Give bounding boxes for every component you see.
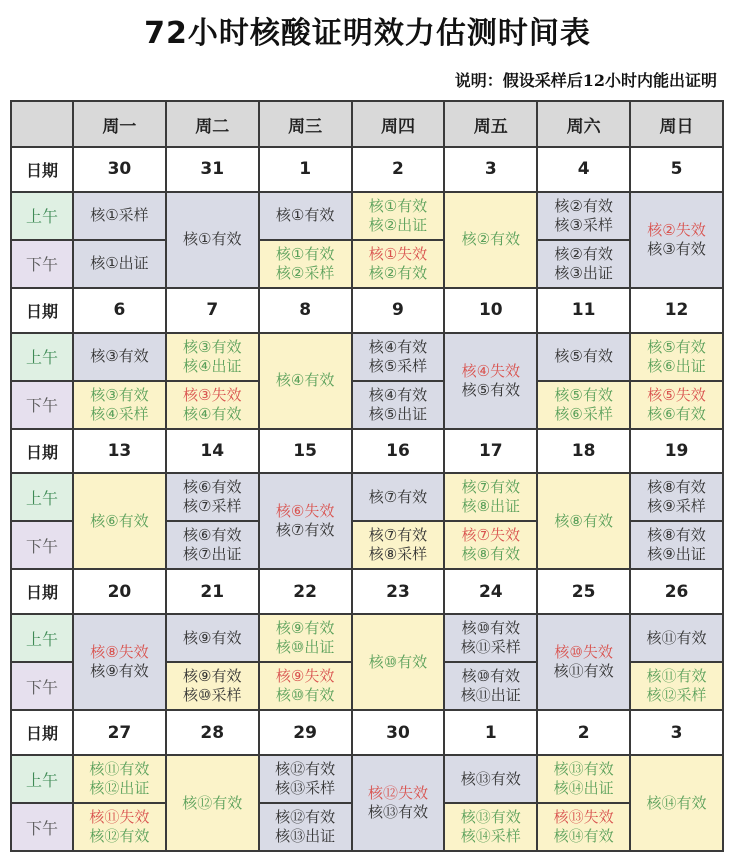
cell-line: 核⑭有效 — [646, 793, 707, 812]
header-row — [11, 101, 723, 147]
pm-cell — [73, 803, 166, 851]
date-label: 日期 — [11, 710, 73, 755]
cell-line: 核⑥有效 — [183, 478, 242, 497]
cell-line: 核②出证 — [368, 215, 428, 234]
cell-line: 核⑧采样 — [368, 545, 428, 564]
am-row — [11, 755, 723, 803]
cell-line: 核②失效 — [647, 220, 706, 239]
cell-line: 核⑩采样 — [183, 686, 242, 705]
date-cell: 21 — [166, 569, 259, 614]
cell-line: 核⑬采样 — [275, 779, 336, 798]
cell-line: 核⑦有效 — [275, 521, 335, 540]
date-label: 日期 — [11, 569, 73, 614]
cell-line: 核⑤有效 — [647, 337, 706, 356]
cell-line: 核⑥有效 — [647, 404, 706, 423]
pm-cell — [444, 521, 537, 569]
am-label: 上午 — [11, 614, 73, 662]
cell-line: 核⑬有效 — [367, 803, 428, 822]
cell-line: 核⑧有效 — [554, 511, 613, 530]
pm-cell — [537, 803, 630, 851]
pm-cell — [352, 240, 445, 288]
cell-line: 核⑫失效 — [367, 784, 428, 803]
date-cell: 2 — [537, 710, 630, 755]
date-cell: 29 — [259, 710, 352, 755]
cell-line: 核③出证 — [554, 263, 613, 282]
cell-line: 核②采样 — [275, 263, 335, 282]
pm-label: 下午 — [11, 803, 73, 851]
am-cell — [444, 473, 537, 521]
merged-cell — [352, 755, 445, 851]
cell-line: 核⑤采样 — [368, 356, 428, 375]
pm-cell — [444, 803, 537, 851]
cell-line: 核⑤有效 — [554, 347, 613, 366]
date-cell: 6 — [73, 288, 166, 333]
date-cell: 3 — [630, 710, 723, 755]
cell-line: 核⑩有效 — [461, 667, 521, 686]
pm-cell — [352, 381, 445, 429]
cell-line: 核⑦有效 — [461, 478, 521, 497]
merged-cell — [537, 473, 630, 569]
cell-line: 核⑩失效 — [554, 643, 613, 662]
cell-line: 核⑦有效 — [368, 487, 428, 506]
am-cell — [537, 192, 630, 240]
cell-line: 核①失效 — [368, 244, 428, 263]
cell-line: 核①采样 — [90, 206, 149, 225]
cell-line: 核⑫有效 — [275, 760, 336, 779]
cell-line: 核⑧出证 — [461, 497, 521, 516]
pm-cell — [630, 521, 723, 569]
am-cell — [444, 614, 537, 662]
merged-cell — [444, 192, 537, 288]
date-cell: 1 — [444, 710, 537, 755]
am-cell — [630, 614, 723, 662]
am-cell — [444, 755, 537, 803]
am-cell — [259, 755, 352, 803]
am-cell — [259, 614, 352, 662]
cell-line: 核⑨失效 — [275, 667, 335, 686]
pm-cell — [73, 381, 166, 429]
cell-line: 核⑥失效 — [275, 502, 335, 521]
pm-cell — [73, 240, 166, 288]
pm-cell — [537, 381, 630, 429]
cell-line: 核③采样 — [554, 215, 613, 234]
date-row — [11, 569, 723, 614]
date-cell: 17 — [444, 429, 537, 474]
cell-line: 核①有效 — [368, 196, 428, 215]
pm-label: 下午 — [11, 381, 73, 429]
merged-cell — [73, 614, 166, 710]
date-cell: 26 — [630, 569, 723, 614]
date-cell: 11 — [537, 288, 630, 333]
cell-line: 核⑪有效 — [646, 667, 707, 686]
cell-line: 核⑦出证 — [183, 545, 242, 564]
cell-line: 核⑥采样 — [554, 404, 613, 423]
pm-cell — [630, 381, 723, 429]
merged-cell — [444, 333, 537, 429]
cell-line: 核⑬出证 — [275, 827, 336, 846]
cell-line: 核⑪失效 — [89, 808, 150, 827]
header-day: 周日 — [630, 101, 723, 147]
date-cell: 13 — [73, 429, 166, 474]
cell-line: 核⑭出证 — [553, 779, 614, 798]
cell-line: 核⑩有效 — [461, 619, 521, 638]
date-cell: 4 — [537, 147, 630, 192]
am-cell — [352, 473, 445, 521]
cell-line: 核⑨有效 — [275, 619, 335, 638]
cell-line: 核①出证 — [90, 254, 149, 273]
date-cell: 22 — [259, 569, 352, 614]
header-day: 周一 — [73, 101, 166, 147]
cell-line: 核③有效 — [647, 239, 706, 258]
date-cell: 20 — [73, 569, 166, 614]
am-cell — [166, 473, 259, 521]
cell-line: 核⑪有效 — [553, 662, 614, 681]
cell-line: 核⑫有效 — [275, 808, 336, 827]
cell-line: 核①有效 — [275, 206, 335, 225]
date-cell: 12 — [630, 288, 723, 333]
cell-line: 核⑫采样 — [646, 686, 707, 705]
date-cell: 19 — [630, 429, 723, 474]
cell-line: 核①有效 — [275, 244, 335, 263]
cell-line: 核⑨有效 — [90, 662, 149, 681]
date-cell: 9 — [352, 288, 445, 333]
pm-label: 下午 — [11, 521, 73, 569]
pm-row — [11, 381, 723, 429]
header-day: 周二 — [166, 101, 259, 147]
pm-cell — [259, 803, 352, 851]
am-label: 上午 — [11, 473, 73, 521]
date-cell: 16 — [352, 429, 445, 474]
date-cell: 8 — [259, 288, 352, 333]
date-label: 日期 — [11, 288, 73, 333]
date-cell: 1 — [259, 147, 352, 192]
date-cell: 28 — [166, 710, 259, 755]
pm-cell — [166, 521, 259, 569]
header-day: 周四 — [352, 101, 445, 147]
pm-cell — [630, 662, 723, 710]
pm-cell — [166, 662, 259, 710]
date-cell: 27 — [73, 710, 166, 755]
cell-line: 核⑦有效 — [368, 526, 428, 545]
cell-line: 核④有效 — [368, 337, 428, 356]
cell-line: 核③失效 — [183, 385, 242, 404]
pm-cell — [259, 240, 352, 288]
am-row — [11, 614, 723, 662]
cell-line: 核⑤有效 — [554, 385, 613, 404]
am-label: 上午 — [11, 192, 73, 240]
date-cell: 2 — [352, 147, 445, 192]
date-cell: 15 — [259, 429, 352, 474]
date-cell: 24 — [444, 569, 537, 614]
cell-line: 核⑥有效 — [183, 526, 242, 545]
cell-line: 核⑦失效 — [461, 526, 521, 545]
date-label: 日期 — [11, 147, 73, 192]
cell-line: 核②有效 — [461, 230, 521, 249]
cell-line: 核⑪有效 — [89, 760, 150, 779]
cell-line: 核⑧有效 — [461, 545, 521, 564]
header-day: 周五 — [444, 101, 537, 147]
cell-line: 核④有效 — [368, 385, 428, 404]
header-day: 周六 — [537, 101, 630, 147]
pm-label: 下午 — [11, 240, 73, 288]
am-cell — [630, 333, 723, 381]
note-text: 说明：假设采样后12小时内能出证明 — [454, 71, 717, 90]
cell-line: 核⑬失效 — [553, 808, 614, 827]
cell-line: 核④有效 — [183, 404, 242, 423]
cell-line: 核③有效 — [90, 347, 149, 366]
cell-line: 核⑩有效 — [275, 686, 335, 705]
cell-line: 核⑧失效 — [90, 643, 149, 662]
am-cell — [73, 755, 166, 803]
cell-line: 核⑪有效 — [646, 628, 707, 647]
pm-cell — [166, 381, 259, 429]
date-cell: 10 — [444, 288, 537, 333]
cell-line: 核⑤失效 — [647, 385, 706, 404]
schedule-table — [10, 100, 724, 852]
cell-line: 核⑤有效 — [461, 380, 521, 399]
page-title: 72小时核酸证明效力估测时间表 — [144, 16, 591, 51]
cell-line: 核⑨采样 — [647, 497, 706, 516]
merged-cell — [166, 755, 259, 851]
merged-cell — [259, 473, 352, 569]
cell-line: 核③有效 — [90, 385, 149, 404]
cell-line: 核⑧有效 — [647, 526, 706, 545]
date-cell: 30 — [352, 710, 445, 755]
date-cell: 7 — [166, 288, 259, 333]
am-label: 上午 — [11, 333, 73, 381]
am-cell — [73, 333, 166, 381]
cell-line: 核①有效 — [183, 230, 242, 249]
am-label: 上午 — [11, 755, 73, 803]
merged-cell — [73, 473, 166, 569]
cell-line: 核⑨有效 — [183, 628, 242, 647]
cell-line: 核②有效 — [368, 263, 428, 282]
date-cell: 5 — [630, 147, 723, 192]
date-row — [11, 429, 723, 474]
am-cell — [630, 473, 723, 521]
am-cell — [259, 192, 352, 240]
cell-line: 核⑥出证 — [647, 356, 706, 375]
pm-cell — [537, 240, 630, 288]
cell-line: 核⑪出证 — [460, 686, 521, 705]
cell-line: 核⑬有效 — [553, 760, 614, 779]
merged-cell — [630, 755, 723, 851]
am-cell — [352, 192, 445, 240]
cell-line: 核③有效 — [183, 337, 242, 356]
cell-line: 核⑥有效 — [90, 511, 149, 530]
cell-line: 核④出证 — [183, 356, 242, 375]
am-cell — [352, 333, 445, 381]
cell-line: 核⑬有效 — [460, 769, 521, 788]
date-cell: 25 — [537, 569, 630, 614]
am-row — [11, 473, 723, 521]
am-cell — [537, 333, 630, 381]
merged-cell — [259, 333, 352, 429]
cell-line: 核⑭采样 — [460, 827, 521, 846]
pm-cell — [259, 662, 352, 710]
date-row — [11, 288, 723, 333]
cell-line: 核⑬有效 — [460, 808, 521, 827]
am-row — [11, 192, 723, 240]
merged-cell — [630, 192, 723, 288]
cell-line: 核⑤出证 — [368, 404, 428, 423]
header-day: 周三 — [259, 101, 352, 147]
date-cell: 14 — [166, 429, 259, 474]
date-row — [11, 710, 723, 755]
pm-cell — [444, 662, 537, 710]
cell-line: 核⑧有效 — [647, 478, 706, 497]
am-cell — [166, 333, 259, 381]
cell-line: 核④采样 — [90, 404, 149, 423]
am-cell — [537, 755, 630, 803]
pm-cell — [352, 521, 445, 569]
cell-line: 核⑫有效 — [89, 827, 150, 846]
cell-line: 核⑩出证 — [275, 638, 335, 657]
merged-cell — [537, 614, 630, 710]
cell-line: 核②有效 — [554, 244, 613, 263]
cell-line: 核⑨有效 — [183, 667, 242, 686]
pm-row — [11, 240, 723, 288]
header-corner — [11, 101, 73, 147]
am-cell — [73, 192, 166, 240]
cell-line: 核⑨出证 — [647, 545, 706, 564]
schedule-body — [11, 147, 723, 851]
date-cell: 3 — [444, 147, 537, 192]
merged-cell — [166, 192, 259, 288]
date-label: 日期 — [11, 429, 73, 474]
cell-line: 核⑭有效 — [553, 827, 614, 846]
cell-line: 核④有效 — [275, 371, 335, 390]
pm-label: 下午 — [11, 662, 73, 710]
cell-line: 核②有效 — [554, 196, 613, 215]
cell-line: 核⑪采样 — [460, 638, 521, 657]
am-row — [11, 333, 723, 381]
date-cell: 30 — [73, 147, 166, 192]
cell-line: 核④失效 — [461, 361, 521, 380]
merged-cell — [352, 614, 445, 710]
cell-line: 核⑫出证 — [89, 779, 150, 798]
date-cell: 31 — [166, 147, 259, 192]
cell-line: 核⑫有效 — [182, 793, 243, 812]
date-row — [11, 147, 723, 192]
date-cell: 18 — [537, 429, 630, 474]
date-cell: 23 — [352, 569, 445, 614]
cell-line: 核⑩有效 — [368, 652, 428, 671]
cell-line: 核⑦采样 — [183, 497, 242, 516]
am-cell — [166, 614, 259, 662]
